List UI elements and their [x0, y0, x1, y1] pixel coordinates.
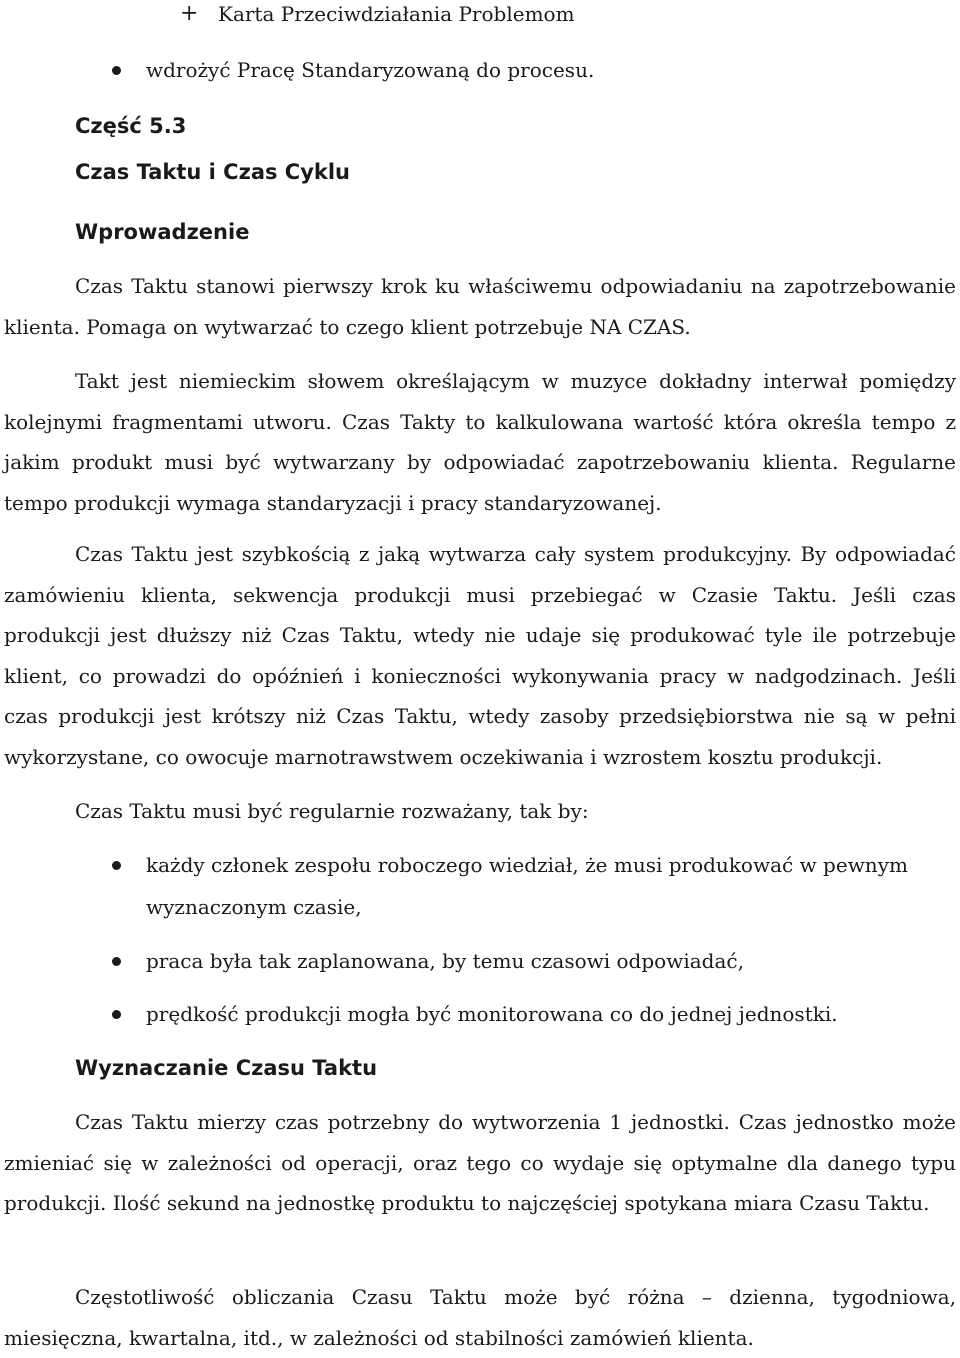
paragraph-frequency: Częstotliwość obliczania Czasu Taktu może być różna – dzienna, tygodniowa, miesięczna, kwartalna, itd., w zależności od stabilności zamówień klienta. [4, 1285, 956, 1350]
bullet-dot [112, 861, 121, 870]
list-item-text: każdy członek zespołu roboczego wiedział, że musi produkować w pewnym wyznaczonym czasie, [146, 853, 908, 919]
paragraph-takt-definition: Takt jest niemieckim słowem określającym w muzyce dokładny interwał pomiędzy kolejnymi fragmentami utworu. Czas Takty to kalkulowana wartość która określa tempo z jakim produkt musi być wytwarzany by odpowiadać zapotrzebowaniu klienta. Regularne tempo produkcji wymaga standaryzacji i pracy standaryzowanej. [4, 369, 956, 515]
subheading-takt-calculation: Wyznaczanie Czasu Taktu [75, 1056, 378, 1080]
bullet-dot [112, 66, 121, 75]
section-title: Czas Taktu i Czas Cyklu [75, 160, 351, 184]
plus-marker: + [180, 1, 199, 26]
paragraph-intro: Czas Taktu stanowi pierwszy krok ku właściwemu odpowiadaniu na zapotrzebowanie klienta. Pomaga on wytwarzać to czego klient potrzebuje NA CZAS. [4, 274, 956, 339]
part-label: Część 5.3 [75, 114, 187, 138]
bullet-item-text: wdrożyć Pracę Standaryzowaną do procesu. [146, 58, 595, 82]
bullet-dot [112, 1010, 121, 1019]
paragraph-consideration: Czas Taktu musi być regularnie rozważany, tak by: [75, 799, 589, 823]
list-item-text: prędkość produkcji mogła być monitorowana co do jednej jednostki. [146, 1002, 838, 1026]
paragraph-takt-speed: Czas Taktu jest szybkością z jaką wytwarza cały system produkcyjny. By odpowiadać zamówieniu klienta, sekwencja produkcji musi przebiegać w Czasie Taktu. Jeśli czas produkcji jest dłuższy niż Czas Taktu, wtedy nie udaje się produkować tyle ile potrzebuje klient, co prowadzi do opóźnień i konieczności wykonywania pracy w nadgodzinach. Jeśli czas produkcji jest krótszy niż Czas Taktu, wtedy zasoby przedsiębiorstwa nie są w pełni wykorzystane, co owocuje marnotrawstwem oczekiwania i wzrostem kosztu produkcji. [4, 542, 956, 769]
paragraph-takt-measure: Czas Taktu mierzy czas potrzebny do wytworzenia 1 jednostki. Czas jednostko może zmieniać się w zależności od operacji, oraz tego co wydaje się optymalne dla danego typu produkcji. Ilość sekund na jednostkę produktu to najczęściej spotykana miara Czasu Taktu. [4, 1110, 956, 1216]
bullet-dot [112, 957, 121, 966]
top-list-item-text: Karta Przeciwdziałania Problemom [218, 2, 575, 26]
intro-heading: Wprowadzenie [75, 220, 250, 244]
list-item-text: praca była tak zaplanowana, by temu czasowi odpowiadać, [146, 949, 744, 973]
